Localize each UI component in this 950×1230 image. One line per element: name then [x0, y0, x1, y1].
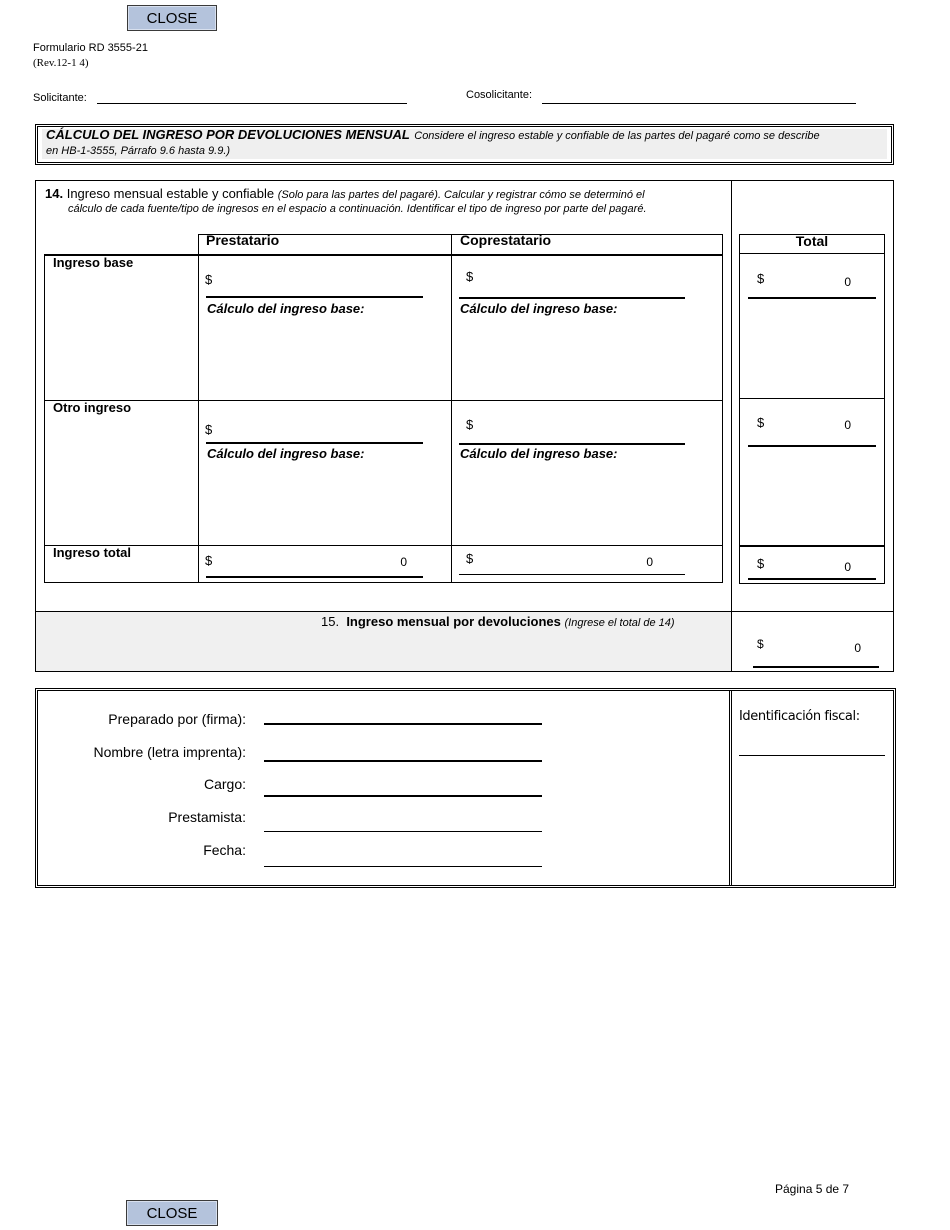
title-label: Cargo:: [203, 776, 246, 792]
other-total-field: [748, 445, 876, 447]
total-coborrower-field: [459, 574, 685, 575]
total-coborrower-currency: $: [466, 551, 474, 566]
item15-value: 0: [854, 641, 861, 655]
other-total-value: 0: [844, 418, 851, 432]
base-coborrower-field[interactable]: [459, 297, 685, 299]
item14-note-2: cálculo de cada fuente/tipo de ingresos en el espacio a continuación. Identificar el tipo de ingreso por parte del pagaré.: [68, 203, 647, 215]
column-total: Total: [795, 233, 829, 249]
column-borrower: Prestatario: [206, 232, 280, 248]
total-coborrower-value: 0: [646, 555, 653, 569]
other-borrower-field[interactable]: [206, 442, 423, 444]
section-description-1: Considere el ingreso estable y confiable de las partes del pagaré como se describe: [414, 130, 820, 142]
total-borrower-value: 0: [400, 555, 407, 569]
other-coborrower-field[interactable]: [459, 443, 685, 445]
total-borrower-currency: $: [205, 553, 213, 568]
total-total-field: [748, 578, 876, 580]
item15-label: [321, 614, 675, 629]
other-borrower-currency: $: [205, 422, 213, 437]
right-column-divider: [731, 180, 732, 672]
section-description-2: en HB-1-3555, Párrafo 9.6 hasta 9.9.): [46, 145, 231, 157]
base-coborrower-currency: $: [466, 269, 474, 284]
applicant-label: Solicitante:: [33, 92, 87, 104]
title-field[interactable]: [264, 795, 542, 797]
base-total-currency: $: [757, 271, 765, 286]
base-coborrower-calc-label: Cálculo del ingreso base:: [460, 301, 618, 316]
print-name-field[interactable]: [264, 760, 542, 762]
total-borrower-field: [206, 576, 423, 578]
tax-id-field[interactable]: [739, 755, 885, 756]
print-name-label: Nombre (letra imprenta):: [93, 744, 246, 760]
item14-note-1: (Solo para las partes del pagaré). Calcular y registrar cómo se determinó el: [277, 189, 645, 201]
close-button-top[interactable]: CLOSE: [127, 5, 217, 31]
prepared-by-label: Preparado por (firma):: [108, 711, 246, 727]
other-coborrower-currency: $: [466, 417, 474, 432]
item14-number: 14.: [45, 186, 64, 201]
row-total-income: Ingreso total: [53, 545, 132, 560]
prepared-by-field[interactable]: [264, 723, 542, 725]
base-borrower-calc-label: Cálculo del ingreso base:: [207, 301, 365, 316]
lender-field[interactable]: [264, 831, 542, 832]
date-label: Fecha:: [203, 842, 246, 858]
coapplicant-field[interactable]: [542, 103, 856, 104]
item15-currency: $: [757, 637, 764, 651]
section-title: CÁLCULO DEL INGRESO POR DEVOLUCIONES MENSUAL: [46, 127, 410, 142]
date-field[interactable]: [264, 866, 542, 867]
item14-title: Ingreso mensual estable y confiable: [66, 186, 275, 201]
item15-number: 15.: [321, 614, 340, 629]
other-coborrower-calc-label: Cálculo del ingreso base:: [460, 446, 618, 461]
other-total-currency: $: [757, 415, 765, 430]
total-total-value: 0: [844, 560, 851, 574]
base-total-value: 0: [844, 275, 851, 289]
page-number: Página 5 de 7: [775, 1182, 850, 1196]
close-button-bottom[interactable]: CLOSE: [126, 1200, 218, 1226]
total-total-currency: $: [757, 556, 765, 571]
other-borrower-calc-label: Cálculo del ingreso base:: [207, 446, 365, 461]
item15-field: [753, 666, 879, 668]
item15-title: Ingreso mensual por devoluciones: [346, 614, 561, 629]
section-title-box: [35, 124, 894, 165]
form-number: Formulario RD 3555-21: [33, 42, 148, 54]
column-coborrower: Coprestatario: [460, 232, 552, 248]
item14-header: [45, 186, 645, 201]
base-borrower-field[interactable]: [206, 296, 423, 298]
form-revision: (Rev.12-1 4): [33, 57, 89, 69]
tax-id-label: Identificación fiscal:: [739, 709, 860, 724]
item15-note: (Ingrese el total de 14): [564, 617, 675, 629]
lender-label: Prestamista:: [168, 809, 246, 825]
row-other-income: Otro ingreso: [53, 400, 132, 415]
coapplicant-label: Cosolicitante:: [466, 89, 533, 101]
applicant-field[interactable]: [97, 103, 407, 104]
base-total-field: [748, 297, 876, 299]
base-borrower-currency: $: [205, 272, 213, 287]
row-base-income: Ingreso base: [53, 255, 134, 270]
